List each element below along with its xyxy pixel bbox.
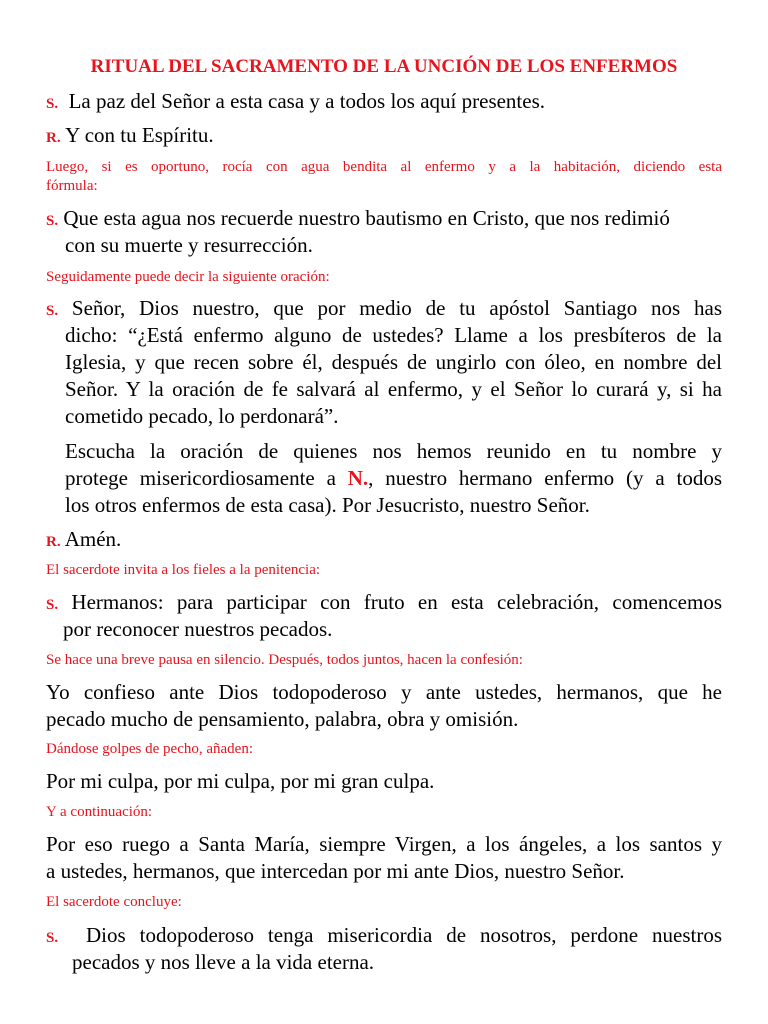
line-text: los otros enfermos de esta casa). Por Jesucristo, nuestro Señor. xyxy=(65,493,590,517)
line-text: a ustedes, hermanos, que intercedan por mi ante Dios, nuestro Señor. xyxy=(46,859,625,883)
rubric-text: Se hace una breve pausa en silencio. Después, todos juntos, hacen la confesión: xyxy=(46,652,523,668)
speaker-label-s: S. xyxy=(46,930,59,946)
line-text: Por eso ruego a Santa María, siempre Virgen, a los ángeles, a los santos y xyxy=(46,832,722,856)
document-title: RITUAL DEL SACRAMENTO DE LA UNCIÓN DE LOS ENFERMOS xyxy=(90,56,678,77)
line-text: Dios todopoderoso tenga misericordia de nosotros, perdone nuestros xyxy=(86,923,722,947)
rubric-text: Luego, si es oportuno, rocía con agua bendita al enfermo y a la habitación, diciendo esta xyxy=(46,159,722,175)
speaker-label-r: R. xyxy=(46,130,61,146)
line-text: Escucha la oración de quienes nos hemos reunido en tu nombre y xyxy=(65,439,722,463)
line-text: Señor. Y la oración de fe salvará al enfermo, y el Señor lo curará y, si ha xyxy=(65,377,722,401)
priest-line xyxy=(46,589,722,619)
rubric-text: Seguidamente puede decir la siguiente oración: xyxy=(46,269,330,285)
priest-line xyxy=(46,205,670,235)
line-text: Y con tu Espíritu. xyxy=(65,123,214,147)
speaker-label-s: S. xyxy=(46,96,59,112)
line-text: protege misericordiosamente a xyxy=(65,466,336,490)
priest-line xyxy=(46,922,722,952)
name-placeholder: N. xyxy=(347,466,369,490)
line-text: Por mi culpa, por mi culpa, por mi gran culpa. xyxy=(46,769,435,793)
rubric-text: Dándose golpes de pecho, añaden: xyxy=(46,741,254,757)
speaker-label-s: S. xyxy=(46,303,59,319)
response-line xyxy=(46,526,121,556)
priest-line xyxy=(46,88,545,118)
line-text: Señor, Dios nuestro, que por medio de tu apóstol Santiago nos has xyxy=(71,296,723,320)
rubric-text: fórmula: xyxy=(46,178,98,194)
line-text: Amén. xyxy=(64,527,122,551)
speaker-label-r: R. xyxy=(46,534,61,550)
line-text: con su muerte y resurrección. xyxy=(65,233,313,257)
response-line xyxy=(46,122,214,152)
line-text: Yo confieso ante Dios todopoderoso y ante ustedes, hermanos, que he xyxy=(46,680,722,704)
line-text: pecado mucho de pensamiento, palabra, obra y omisión. xyxy=(46,707,519,731)
line-text: cometido pecado, lo perdonará”. xyxy=(65,404,339,428)
line-text: por reconocer nuestros pecados. xyxy=(63,617,333,641)
line-text: , nuestro hermano enfermo (y a todos xyxy=(368,466,723,490)
line-text: Que esta agua nos recuerde nuestro bautismo en Cristo, que nos redimió xyxy=(63,206,670,230)
line-text: dicho: “¿Está enfermo alguno de ustedes? Llame a los presbíteros de la xyxy=(65,323,722,347)
priest-line xyxy=(46,295,722,325)
rubric-text: El sacerdote invita a los fieles a la penitencia: xyxy=(46,562,321,578)
prayer-line xyxy=(65,465,722,492)
speaker-label-s: S. xyxy=(46,597,59,613)
line-text: Hermanos: para participar con fruto en esta celebración, comencemos xyxy=(71,590,722,614)
line-text: Iglesia, y que recen sobre él, después de ungirlo con óleo, en nombre del xyxy=(65,350,722,374)
line-text: La paz del Señor a esta casa y a todos los aquí presentes. xyxy=(68,89,546,113)
speaker-label-s: S. xyxy=(46,213,59,229)
rubric-text: El sacerdote concluye: xyxy=(46,894,182,910)
line-text: pecados y nos lleve a la vida eterna. xyxy=(72,950,375,974)
rubric-text: Y a continuación: xyxy=(46,804,153,820)
